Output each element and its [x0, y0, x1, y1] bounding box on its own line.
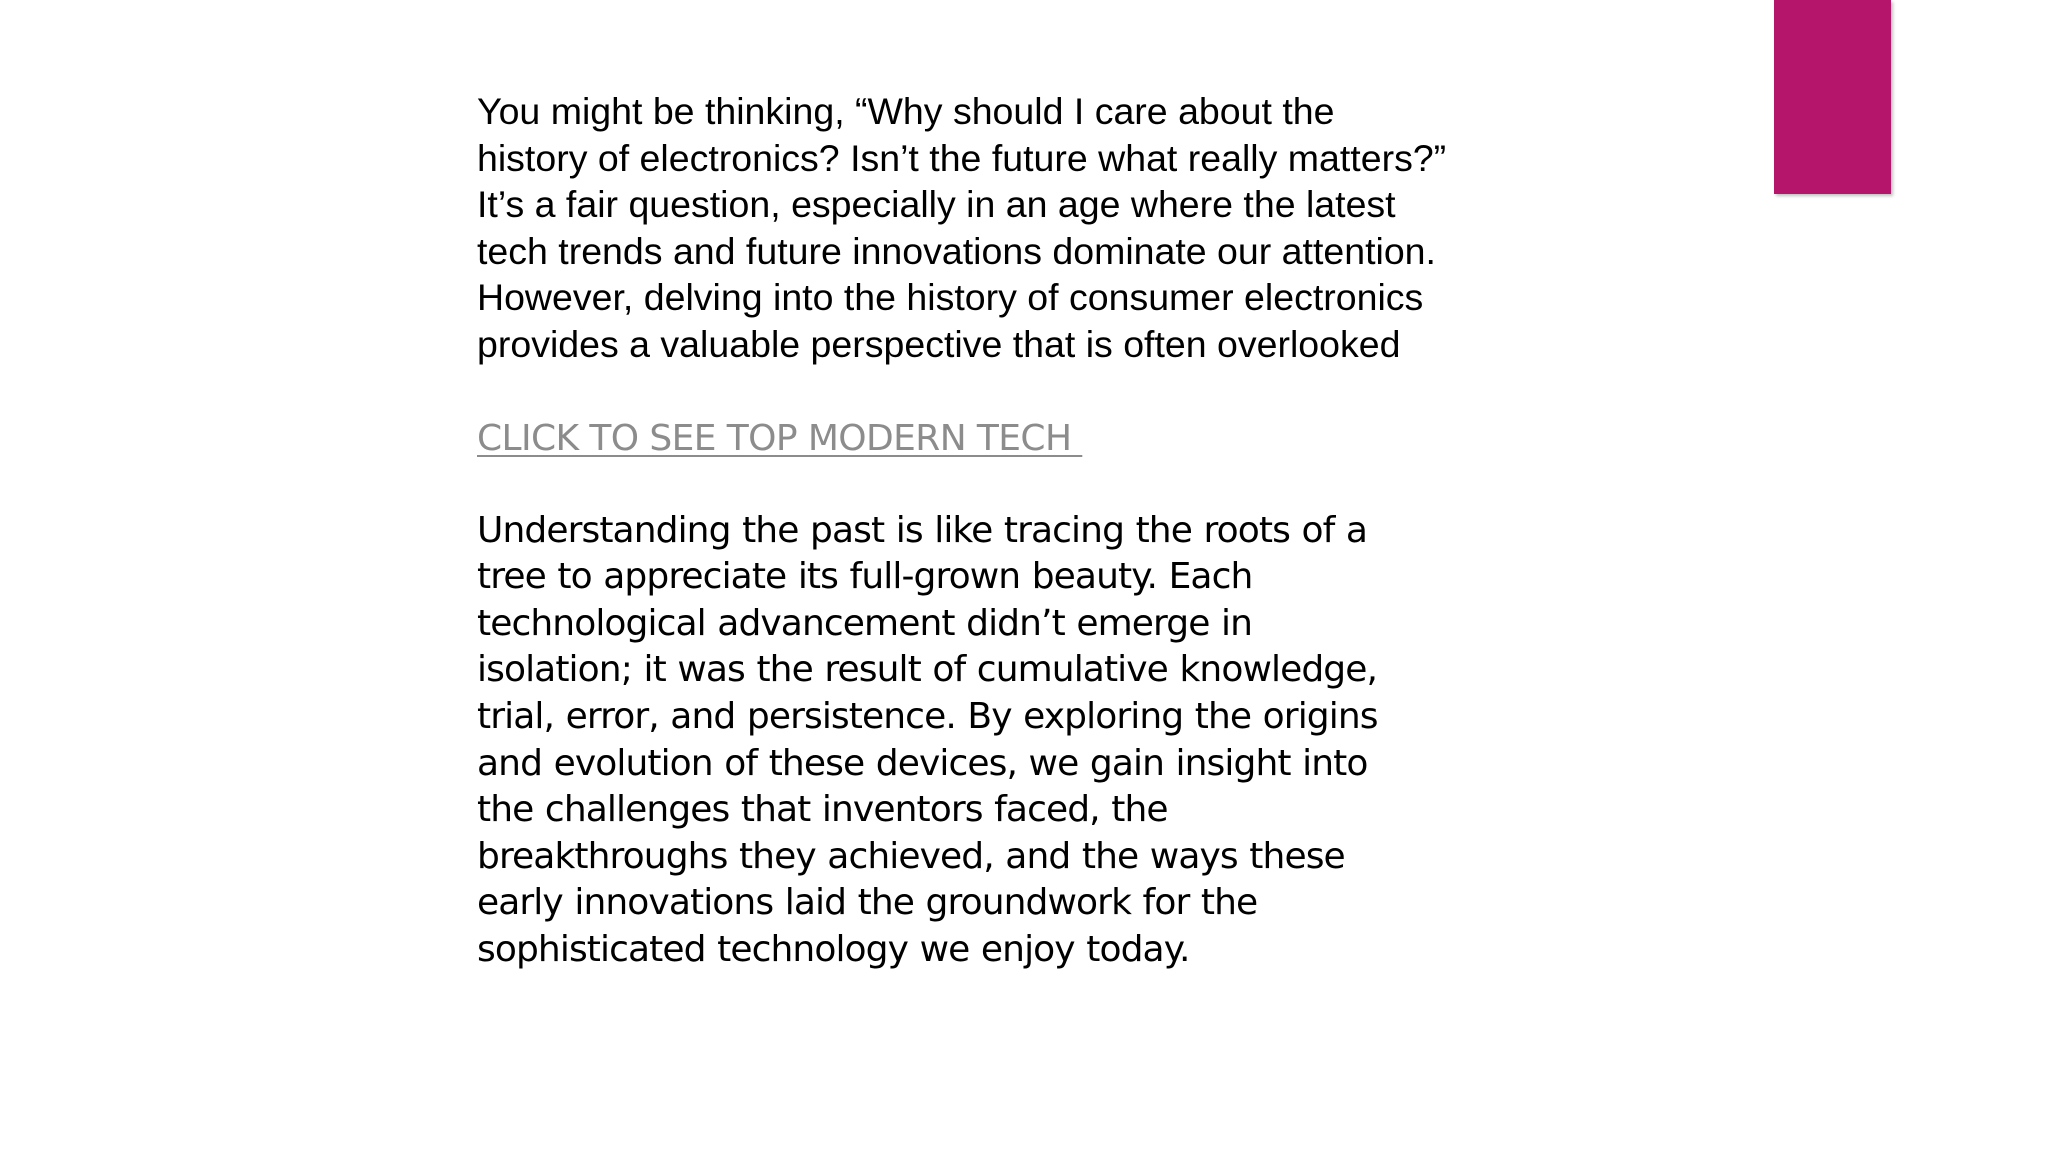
- top-modern-tech-link[interactable]: CLICK TO SEE TOP MODERN TECH: [477, 417, 1083, 459]
- accent-bar: [1774, 0, 1891, 194]
- slide-content: [477, 88, 1557, 974]
- intro-paragraph: You might be thinking, “Why should I care about the history of electronics? Isn’t the future what really matters?” It’s a fair question, especially in an age where the latest tech trends and future innovations dominate our attention. However, delving into the history of consumer electronics provides a valuable perspective that is often overlooked: [477, 90, 1447, 365]
- body-paragraph: Understanding the past is like tracing the roots of a tree to appreciate its full-grown beauty. Each technological advancement didn’t emerge in isolation; it was the result of cumulative knowledge, trial, error, and persistence. By exploring the origins and evolution of these devices, we gain insight into the challenges that inventors faced, the breakthroughs they achieved, and the ways these early innovations laid the groundwork for the sophisticated technology we enjoy today.: [477, 509, 1378, 970]
